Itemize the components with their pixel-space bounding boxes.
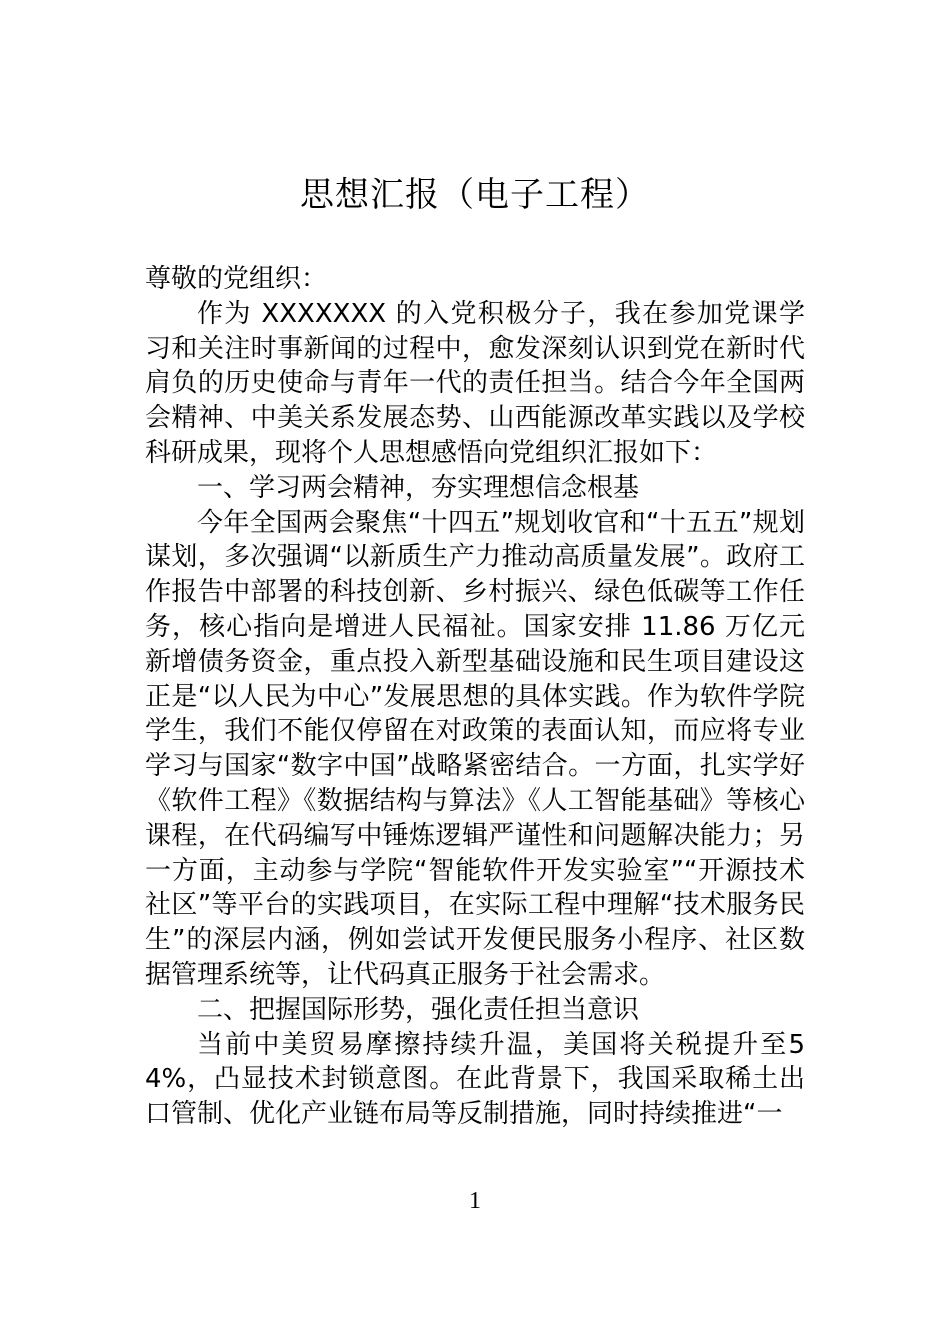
section-heading-1: 一、学习两会精神，夯实理想信念根基 [197,472,640,503]
salutation: 尊敬的党组织： [145,264,328,294]
section-2-paragraph: 当前中美贸易摩擦持续升温，美国将关税提升至54%，凸显技术封锁意图。在此背景下，我国采取稀土出口管制、优化产业链布局等反制措施，同时持续推进“一 [145,1029,805,1130]
section-1-paragraph: 今年全国两会聚焦“十四五”规划收官和“十五五”规划谋划，多次强调“以新质生产力推动高质量发展”。政府工作报告中部署的科技创新、乡村振兴、绿色低碳等工作任务，核心指向是增进人民福祉。国家安排 11.86 万亿元新增债务资金，重点投入新型基础设施和民生项目建设这正是“以人民为中心”发展思想的具体实践。作为软件学院学生，我们不能仅停留在对政策的表面认知，而应将专业学习与国家“数字中国”战略紧密结合。一方面，扎实学好《软件工程》《数据结构与算法》《人工智能基础》等核心课程，在代码编写中锤炼逻辑严谨性和问题解决能力；另一方面，主动参与学院“智能软件开发实验室”“开源技术社区”等平台的实践项目，在实际工程中理解“技术服务民生”的深层内涵，例如尝试开发便民服务小程序、社区数据管理系统等，让代码真正服务于社会需求。 [145,507,805,990]
section-heading-2: 二、把握国际形势，强化责任担当意识 [197,994,640,1025]
document-body [145,262,805,1132]
page-number: 1 [469,1188,481,1214]
document-title: 思想汇报（电子工程） [300,175,650,215]
intro-paragraph: 作为 XXXXXXX 的入党积极分子，我在参加党课学习和关注时事新闻的过程中，愈发深刻认识到党在新时代肩负的历史使命与青年一代的责任担当。结合今年全国两会精神、中美关系发展态势、山西能源改革实践以及学校科研成果，现将个人思想感悟向党组织汇报如下： [145,298,805,468]
